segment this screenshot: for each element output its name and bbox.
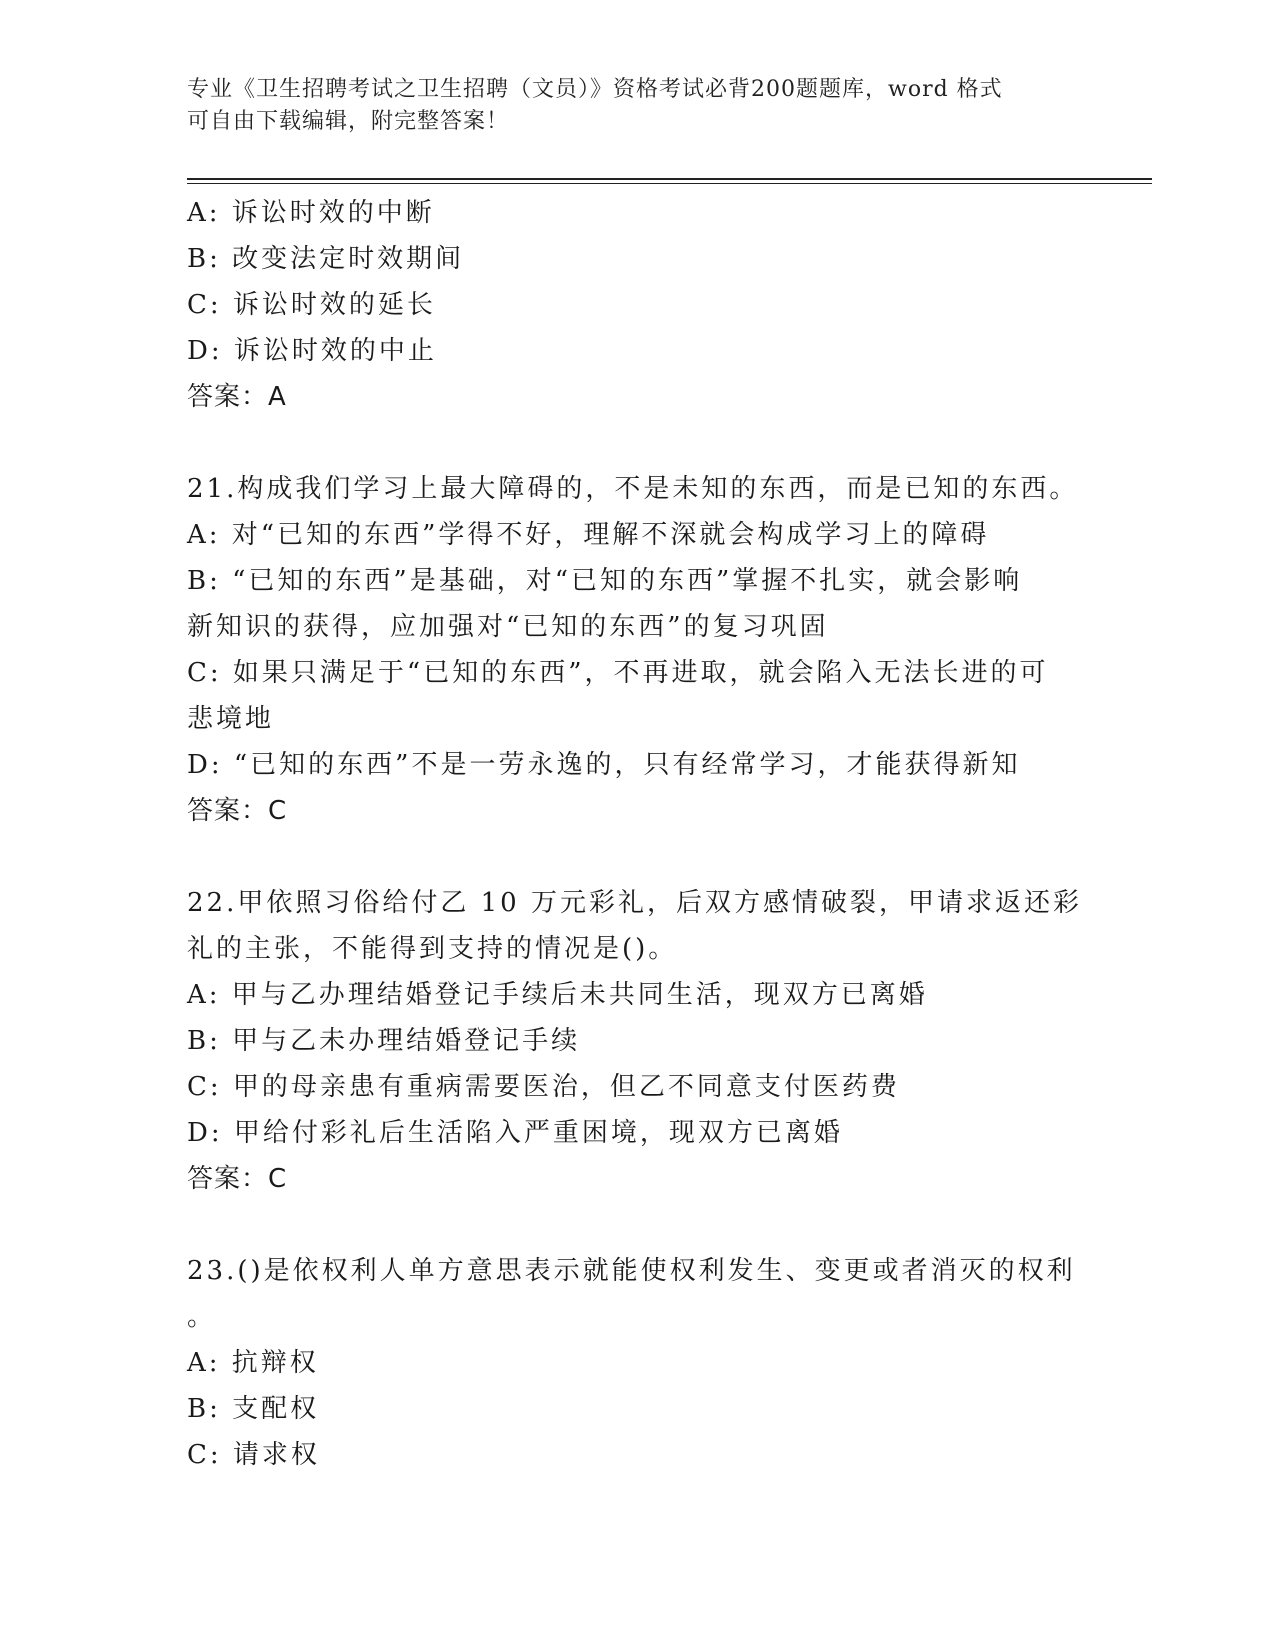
option-d: D: 诉讼时效的中止 [187,336,437,366]
option-c-continued: 悲境地 [187,704,275,734]
option-b-continued: 新知识的获得，应加强对“已知的东西”的复习巩固 [187,612,829,642]
option-c: C: 如果只满足于“已知的东西”，不再进取，就会陷入无法长进的可 [187,658,1049,688]
question-stem-continued: 礼的主张，不能得到支持的情况是()。 [187,934,678,964]
option-b: B: “已知的东西”是基础，对“已知的东西”掌握不扎实，就会影响 [187,566,1023,596]
answer: 答案：C [187,796,288,826]
question-list [187,190,1087,1478]
spacer [187,834,1087,880]
question-21 [187,466,1087,834]
question-20 [187,190,1087,420]
question-stem: 23.()是依权利人单方意思表示就能使权利发生、变更或者消灭的权利 [187,1256,1076,1286]
option-b: B: 支配权 [187,1394,320,1424]
option-c: C: 甲的母亲患有重病需要医治，但乙不同意支付医药费 [187,1072,900,1102]
option-a: A: 抗辩权 [187,1348,319,1378]
spacer [187,1202,1087,1248]
document-header [187,74,1067,138]
option-b: B: 改变法定时效期间 [187,244,465,274]
option-d: D: “已知的东西”不是一劳永逸的，只有经常学习，才能获得新知 [187,750,1021,780]
option-a: A: 对“已知的东西”学得不好，理解不深就会构成学习上的障碍 [187,520,990,550]
option-c: C: 诉讼时效的延长 [187,290,436,320]
option-a: A: 甲与乙办理结婚登记手续后未共同生活，现双方已离婚 [187,980,928,1010]
header-line-2: 可自由下载编辑，附完整答案！ [187,109,510,134]
answer: 答案：A [187,382,287,412]
question-22 [187,880,1087,1202]
question-stem-continued: 。 [187,1302,217,1332]
option-c: C: 请求权 [187,1440,320,1470]
header-rule-thick [187,178,1152,180]
question-stem: 21.构成我们学习上最大障碍的，不是未知的东西，而是已知的东西。 [187,474,1079,504]
answer: 答案：C [187,1164,288,1194]
question-23 [187,1248,1087,1478]
option-b: B: 甲与乙未办理结婚登记手续 [187,1026,581,1056]
header-rule-thin [187,183,1152,184]
option-d: D: 甲给付彩礼后生活陷入严重困境，现双方已离婚 [187,1118,843,1148]
option-a: A: 诉讼时效的中断 [187,198,435,228]
question-stem: 22.甲依照习俗给付乙 10 万元彩礼，后双方感情破裂，甲请求返还彩 [187,888,1082,918]
spacer [187,420,1087,466]
header-line-1: 专业《卫生招聘考试之卫生招聘（文员）》资格考试必背200题题库，word 格式 [187,77,1003,102]
